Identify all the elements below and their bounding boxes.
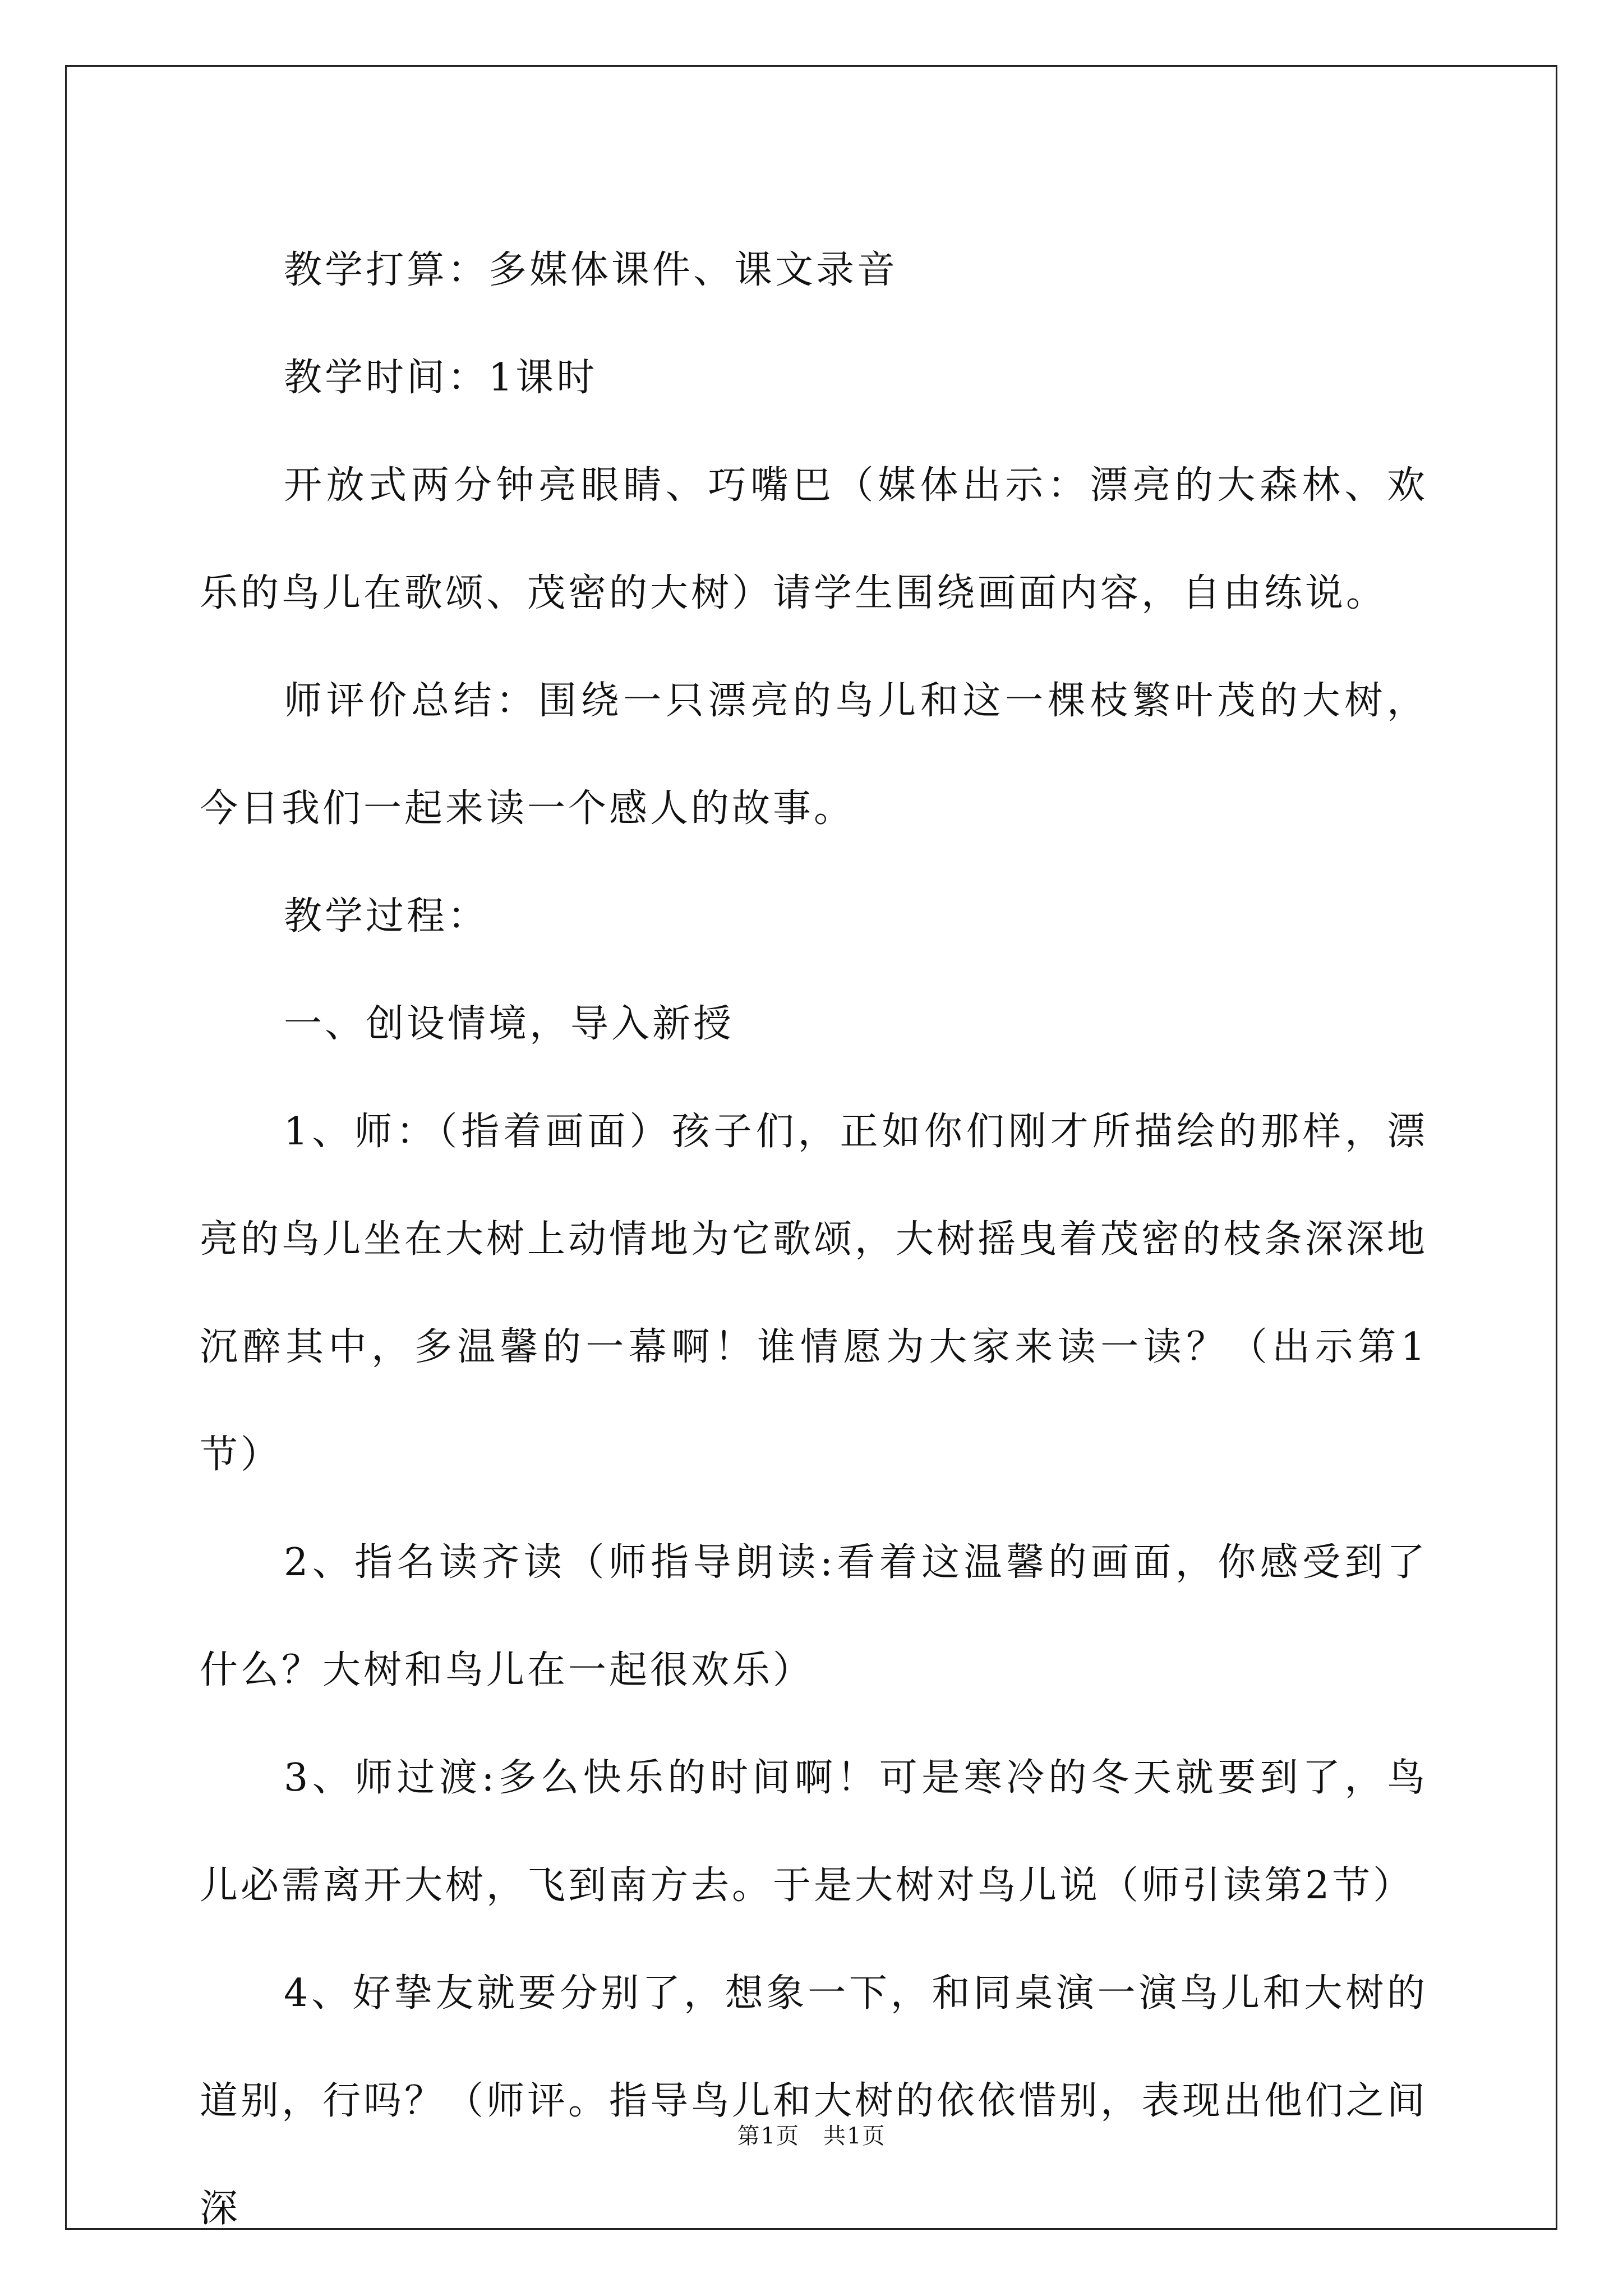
paragraph-step-4: 4、好挚友就要分别了，想象一下，和同桌演一演鸟儿和大树的道别，行吗？（师评。指导鸟儿和大树的依依惜别，表现出他们之间深 — [200, 1971, 1428, 2231]
paragraph-section-one: 一、创设情境，导入新授 — [284, 1002, 735, 1046]
paragraph-warmup: 开放式两分钟亮眼睛、巧嘴巴（媒体出示：漂亮的大森林、欢乐的鸟儿在歌颂、茂密的大树）请学生围绕画面内容，自由练说。 — [200, 463, 1428, 615]
paragraph-step-1: 1、师：（指着画面）孩子们，正如你们刚才所描绘的那样，漂亮的鸟儿坐在大树上动情地为它歌颂，大树摇曳着茂密的枝条深深地沉醉其中，多温馨的一幕啊！谁情愿为大家来读一读？（出示第1节） — [200, 1110, 1428, 1477]
paragraph-summary: 师评价总结：围绕一只漂亮的鸟儿和这一棵枝繁叶茂的大树，今日我们一起来读一个感人的故事。 — [200, 679, 1428, 831]
paragraph-time: 教学时间：1课时 — [284, 356, 598, 400]
document-body — [200, 217, 1428, 2263]
paragraph-step-2: 2、指名读齐读（师指导朗读:看着这温馨的画面，你感受到了什么？大树和鸟儿在一起很欢乐） — [200, 1540, 1428, 1692]
paragraph-prep: 教学打算：多媒体课件、课文录音 — [284, 248, 898, 292]
page-footer: 第1页 共1页 — [737, 2123, 886, 2149]
paragraph-step-3: 3、师过渡:多么快乐的时间啊！可是寒冷的冬天就要到了，鸟儿必需离开大树，飞到南方去。于是大树对鸟儿说（师引读第2节） — [200, 1756, 1428, 1908]
paragraph-process-heading: 教学过程： — [284, 894, 489, 938]
